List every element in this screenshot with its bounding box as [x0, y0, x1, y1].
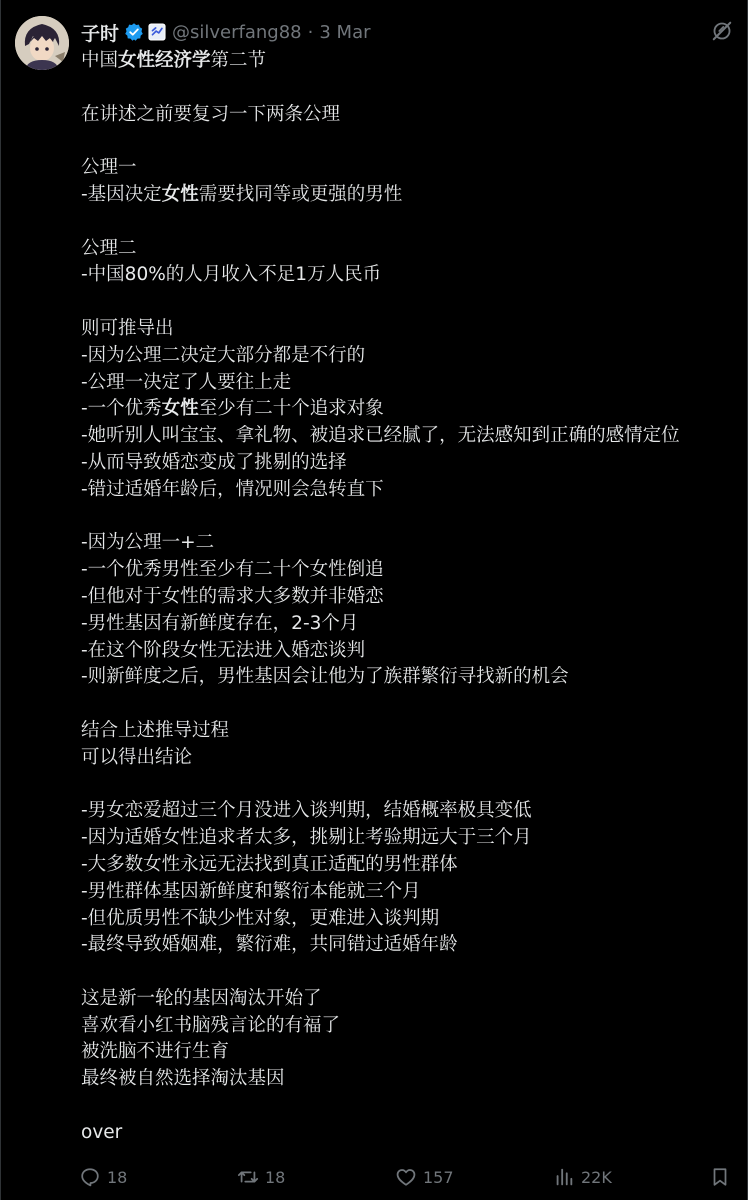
reply-button[interactable] — [79, 1166, 127, 1188]
blank-line — [81, 772, 741, 799]
tweet-line — [81, 236, 741, 263]
bold-text: 女性经济学 — [118, 50, 211, 71]
tweet-line — [81, 879, 741, 906]
text-run: -在这个阶段女性无法进入婚恋谈判 — [81, 639, 366, 661]
text-run: -因为公理二决定大部分都是不行的 — [81, 344, 366, 366]
text-run: 中国 — [81, 50, 119, 71]
tweet-line — [81, 262, 741, 289]
text-run: -男性群体基因新鲜度和繁衍本能就三个月 — [81, 880, 421, 902]
text-run: -公理一决定了人要往上走 — [81, 371, 292, 393]
text-run: -一个优秀 — [81, 398, 162, 420]
text-run: -男女恋爱超过三个月没进入谈判期，结婚概率极具变低 — [81, 800, 532, 822]
blank-line — [81, 1093, 741, 1120]
blank-line — [81, 959, 741, 986]
avatar[interactable] — [15, 16, 69, 70]
text-run: -大多数女性永远无法找到真正适配的男性群体 — [81, 853, 458, 875]
text-run: over — [81, 1121, 123, 1143]
blank-line — [81, 691, 741, 718]
text-run: 第二节 — [210, 50, 267, 71]
blank-line — [81, 128, 741, 155]
retweet-button[interactable] — [237, 1166, 285, 1188]
action-bar — [79, 1166, 733, 1194]
tweet-line — [81, 932, 741, 959]
tweet-line — [81, 1013, 741, 1040]
tweet-line — [81, 343, 741, 370]
tweet-header — [81, 18, 371, 46]
grok-icon[interactable] — [711, 20, 733, 42]
tweet-line — [81, 1066, 741, 1093]
text-run: 公理一 — [81, 157, 137, 179]
tweet-line — [81, 638, 741, 665]
blank-line — [81, 504, 741, 531]
tweet-line — [81, 48, 741, 75]
tweet-line — [81, 396, 741, 423]
verified-badge-icon[interactable] — [124, 22, 144, 42]
tweet-line — [81, 477, 741, 504]
text-run: -错过适婚年龄后，情况则会急转直下 — [81, 478, 384, 500]
text-run: 需要找同等或更强的男性 — [198, 183, 403, 205]
handle[interactable]: @silverfang88 — [172, 21, 302, 43]
like-button[interactable] — [395, 1166, 454, 1188]
header-separator: · — [307, 21, 314, 43]
tweet-line — [81, 450, 741, 477]
text-run: 至少有二十个追求对象 — [198, 398, 384, 420]
views-icon — [553, 1166, 575, 1188]
text-run: -从而导致婚恋变成了挑剔的选择 — [81, 451, 347, 473]
tweet-line — [81, 584, 741, 611]
bold-text: 女性 — [161, 183, 199, 205]
tweet-line — [81, 986, 741, 1013]
blank-line — [81, 289, 741, 316]
text-run: 喜欢看小红书脑残言论的有福了 — [81, 1014, 341, 1036]
text-run: 在讲述之前要复习一下两条公理 — [81, 103, 341, 125]
heart-icon — [395, 1166, 417, 1188]
retweet-icon — [237, 1166, 259, 1188]
text-run: -男性基因有新鲜度存在，2-3个月 — [81, 612, 359, 634]
tweet-line — [81, 530, 741, 557]
tweet-line — [81, 370, 741, 397]
tweet-line — [81, 852, 741, 879]
tweet-line — [81, 825, 741, 852]
display-name[interactable]: 子时 — [81, 22, 120, 45]
text-run: -最终导致婚姻难，繁衍难，共同错过适婚年龄 — [81, 934, 458, 956]
tweet-line — [81, 664, 741, 691]
tweet-line — [81, 1120, 741, 1147]
tweet-line — [81, 182, 741, 209]
tweet-line — [81, 155, 741, 182]
text-run: -则新鲜度之后，男性基因会让他为了族群繁衍寻找新的机会 — [81, 666, 569, 688]
text-run: 可以得出结论 — [81, 746, 193, 768]
retweet-count: 18 — [265, 1167, 286, 1187]
reply-count: 18 — [107, 1167, 128, 1187]
text-run: -但他对于女性的需求大多数并非婚恋 — [81, 585, 384, 607]
text-run: -因为公理一+二 — [81, 532, 215, 554]
text-run: -基因决定 — [81, 183, 162, 205]
timestamp[interactable]: 3 Mar — [319, 21, 371, 43]
affiliate-badge-icon[interactable] — [148, 23, 166, 41]
text-run: 结合上述推导过程 — [81, 719, 230, 741]
tweet-line — [81, 1039, 741, 1066]
text-run: -中国80%的人月收入不足1万人民币 — [81, 264, 382, 286]
blank-line — [81, 75, 741, 102]
bookmark-icon — [709, 1166, 731, 1188]
text-run: -她听别人叫宝宝、拿礼物、被追求已经腻了，无法感知到正确的感情定位 — [81, 425, 680, 447]
tweet-line — [81, 102, 741, 129]
tweet-text — [81, 48, 741, 1147]
text-run: 这是新一轮的基因淘汰开始了 — [81, 987, 322, 1009]
tweet-line — [81, 557, 741, 584]
text-run: 公理二 — [81, 237, 137, 259]
tweet-line — [81, 611, 741, 638]
tweet-line — [81, 316, 741, 343]
blank-line — [81, 209, 741, 236]
tweet-line — [81, 798, 741, 825]
tweet-line — [81, 718, 741, 745]
bold-text: 女性 — [161, 398, 199, 420]
text-run: -因为适婚女性追求者太多，挑剔让考验期远大于三个月 — [81, 827, 532, 849]
reply-icon — [79, 1166, 101, 1188]
bookmark-button[interactable] — [709, 1166, 731, 1188]
tweet-line — [81, 423, 741, 450]
text-run: -一个优秀男性至少有二十个女性倒追 — [81, 559, 384, 581]
text-run: 则可推导出 — [81, 317, 174, 339]
like-count: 157 — [423, 1167, 454, 1187]
text-run: -但优质男性不缺少性对象，更难进入谈判期 — [81, 907, 440, 929]
text-run: 最终被自然选择淘汰基因 — [81, 1068, 285, 1090]
views-button[interactable] — [553, 1166, 612, 1188]
view-count: 22K — [581, 1167, 612, 1187]
tweet-line — [81, 906, 741, 933]
avatar-image — [15, 16, 69, 70]
tweet-line — [81, 745, 741, 772]
text-run: 被洗脑不进行生育 — [81, 1041, 230, 1063]
